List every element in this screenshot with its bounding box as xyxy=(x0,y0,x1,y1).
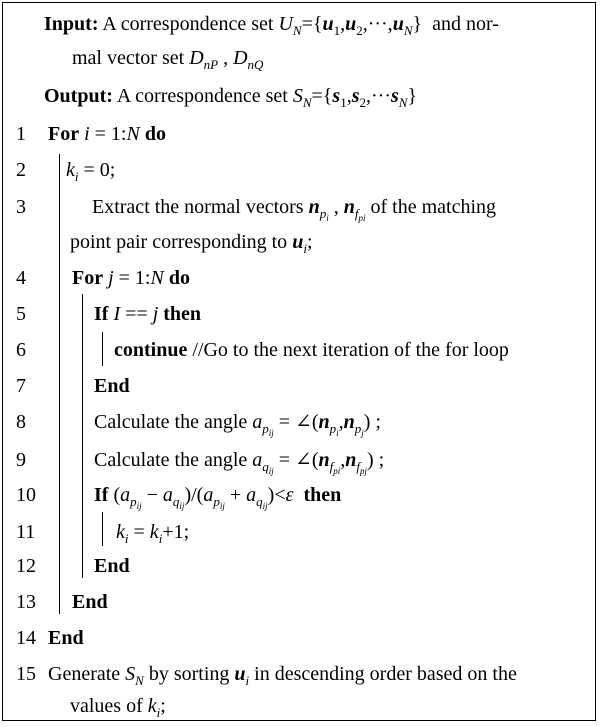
input-line: Input: A correspondence set $U_N=\{u_1,u_2,\cdot\cdot\cdot,u_N\}$ and nor- xyxy=(44,13,499,38)
block-bar-inner-for xyxy=(82,294,83,578)
line-number: 9 xyxy=(16,449,26,471)
line-1: For i = 1:N do xyxy=(48,123,166,145)
line-5: If I == j then xyxy=(94,303,202,325)
line-number: 14 xyxy=(16,627,36,649)
line-11: $k_i = k_i+1$; xyxy=(116,521,190,546)
line-number: 10 xyxy=(16,484,36,506)
line-10: If $(a_{p_{ij}} - a_{q_{ij}})/(a_{p_{ij}} + a_{q_{ij}})<\varepsilon$ then xyxy=(94,484,342,511)
line-7: End xyxy=(94,375,130,397)
line-8: Calculate the angle $a_{p_{ij}}$ = $\angle(n_{p_i},n_{p_j})$ ; xyxy=(94,411,381,438)
block-bar-if xyxy=(102,332,103,366)
line-number: 13 xyxy=(16,591,36,613)
line-3: Extract the normal vectors $n_{p_i}$ , $n_{f_{pi}}$ of the matching xyxy=(92,196,497,223)
line-3-cont: point pair corresponding to $u_i$; xyxy=(70,231,313,256)
line-number: 5 xyxy=(16,303,26,325)
line-2: $k_i = 0$; xyxy=(66,159,116,184)
line-4: For j = 1:N do xyxy=(72,267,190,289)
line-number: 6 xyxy=(16,339,26,361)
line-number: 7 xyxy=(16,375,26,397)
line-9: Calculate the angle $a_{q_{ij}}$ = $\angle(n_{f_{pi}},n_{f_{pj}})$ ; xyxy=(94,449,385,476)
line-15-cont: values of $k_i$; xyxy=(70,695,166,720)
line-number: 12 xyxy=(16,555,36,577)
block-bar-outer-for xyxy=(59,154,60,614)
line-number: 8 xyxy=(16,411,26,433)
line-number: 11 xyxy=(16,521,36,543)
line-15: Generate $S_N$ by sorting $u_i$ in descending order based on the xyxy=(48,663,517,688)
line-13: End xyxy=(72,591,108,613)
line-number: 1 xyxy=(16,123,26,145)
line-14: End xyxy=(48,627,84,649)
input-line-cont: mal vector set $D_{nP}$ , $D_{nQ}$ xyxy=(72,47,264,72)
line-number: 15 xyxy=(16,663,36,685)
line-number: 4 xyxy=(16,267,26,289)
line-number: 2 xyxy=(16,159,26,181)
input-label: Input: xyxy=(44,13,99,35)
line-12: End xyxy=(94,555,130,577)
output-label: Output: xyxy=(44,85,113,107)
output-line: Output: A correspondence set $S_N=\{s_1,s_2,\cdot\cdot\cdot s_N\}$ xyxy=(44,85,418,110)
input-text: A correspondence set xyxy=(102,13,274,35)
line-number: 3 xyxy=(16,196,26,218)
line-6: continue //Go to the next iteration of the for loop xyxy=(114,339,509,361)
